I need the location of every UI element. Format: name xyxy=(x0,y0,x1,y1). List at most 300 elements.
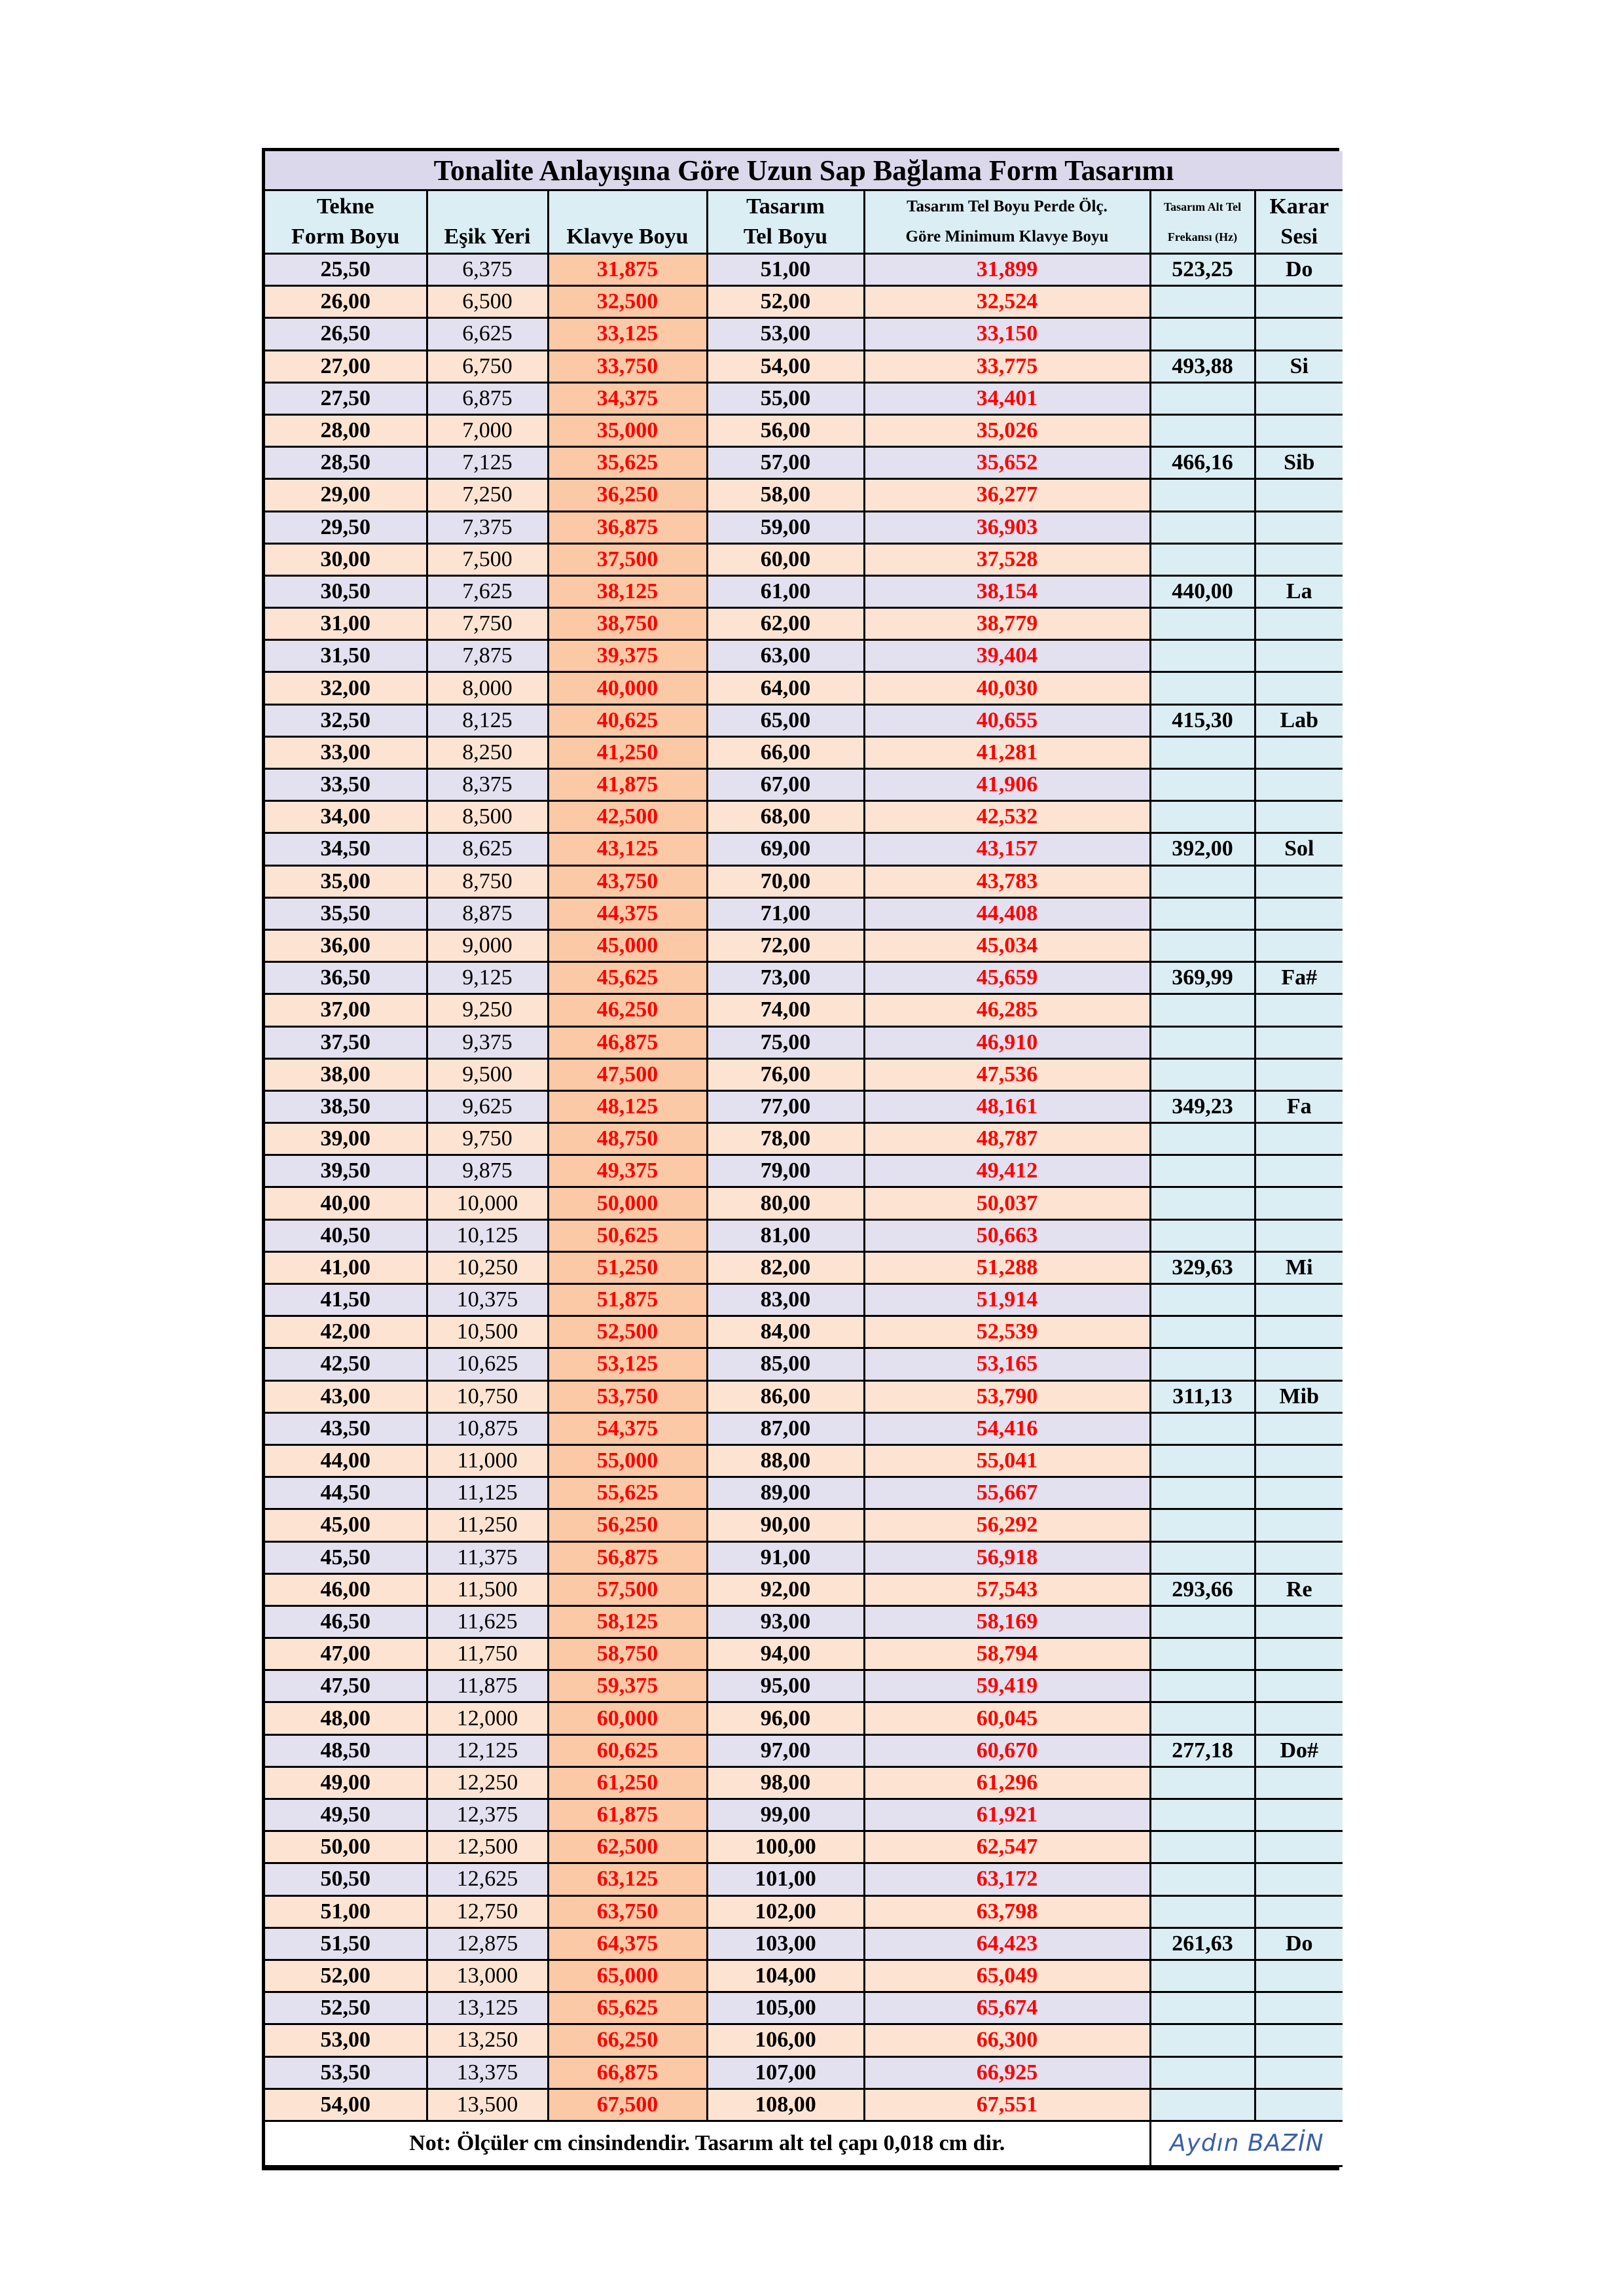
cell-minimum-klavye-boyu: 41,281 xyxy=(864,736,1150,768)
cell-esik-yeri: 10,125 xyxy=(427,1219,548,1251)
cell-minimum-klavye-boyu: 48,787 xyxy=(864,1123,1150,1155)
cell-karar-sesi: La xyxy=(1255,575,1343,607)
cell-karar-sesi xyxy=(1255,1316,1343,1348)
cell-tekne-form-boyu: 34,00 xyxy=(265,801,427,833)
table-row xyxy=(265,962,1343,994)
cell-esik-yeri: 8,000 xyxy=(427,672,548,704)
cell-klavye-boyu: 59,375 xyxy=(548,1670,707,1702)
cell-minimum-klavye-boyu: 38,154 xyxy=(864,575,1150,607)
cell-tasarim-tel-boyu: 78,00 xyxy=(707,1123,864,1155)
table-row xyxy=(265,1412,1343,1444)
cell-minimum-klavye-boyu: 35,652 xyxy=(864,447,1150,479)
cell-tekne-form-boyu: 27,50 xyxy=(265,382,427,414)
cell-tasarim-tel-boyu: 105,00 xyxy=(707,1992,864,2024)
cell-esik-yeri: 13,375 xyxy=(427,2056,548,2089)
cell-tekne-form-boyu: 37,50 xyxy=(265,1026,427,1058)
cell-karar-sesi xyxy=(1255,1799,1343,1831)
cell-klavye-boyu: 36,250 xyxy=(548,479,707,511)
cell-tasarim-tel-boyu: 90,00 xyxy=(707,1509,864,1541)
cell-minimum-klavye-boyu: 66,925 xyxy=(864,2056,1150,2089)
cell-klavye-boyu: 53,750 xyxy=(548,1380,707,1412)
table-body xyxy=(265,254,1343,2121)
cell-tasarim-tel-boyu: 81,00 xyxy=(707,1219,864,1251)
cell-karar-sesi xyxy=(1255,318,1343,350)
cell-tasarim-tel-boyu: 98,00 xyxy=(707,1767,864,1799)
cell-klavye-boyu: 50,625 xyxy=(548,1219,707,1251)
cell-minimum-klavye-boyu: 46,285 xyxy=(864,994,1150,1026)
cell-minimum-klavye-boyu: 62,547 xyxy=(864,1831,1150,1863)
cell-karar-sesi xyxy=(1255,1960,1343,1992)
table-row xyxy=(265,1090,1343,1122)
cell-alt-tel-frekansi xyxy=(1150,2024,1255,2056)
cell-alt-tel-frekansi xyxy=(1150,1767,1255,1799)
table-row xyxy=(265,1895,1343,1928)
cell-minimum-klavye-boyu: 36,277 xyxy=(864,479,1150,511)
cell-tekne-form-boyu: 29,50 xyxy=(265,511,427,543)
cell-alt-tel-frekansi: 466,16 xyxy=(1150,447,1255,479)
cell-tekne-form-boyu: 47,00 xyxy=(265,1638,427,1670)
cell-karar-sesi xyxy=(1255,2089,1343,2121)
cell-klavye-boyu: 61,875 xyxy=(548,1799,707,1831)
cell-esik-yeri: 13,000 xyxy=(427,1960,548,1992)
author-signature: Aydın BAZİN xyxy=(1150,2121,1343,2166)
cell-klavye-boyu: 46,250 xyxy=(548,994,707,1026)
cell-minimum-klavye-boyu: 42,532 xyxy=(864,801,1150,833)
cell-minimum-klavye-boyu: 51,288 xyxy=(864,1251,1150,1283)
cell-tasarim-tel-boyu: 76,00 xyxy=(707,1058,864,1090)
cell-karar-sesi xyxy=(1255,1219,1343,1251)
table-row xyxy=(265,2089,1343,2121)
cell-minimum-klavye-boyu: 56,918 xyxy=(864,1541,1150,1573)
cell-karar-sesi xyxy=(1255,865,1343,897)
cell-minimum-klavye-boyu: 50,037 xyxy=(864,1187,1150,1219)
cell-tekne-form-boyu: 52,50 xyxy=(265,1992,427,2024)
cell-klavye-boyu: 55,000 xyxy=(548,1444,707,1477)
table-row xyxy=(265,1284,1343,1316)
cell-karar-sesi xyxy=(1255,1284,1343,1316)
cell-alt-tel-frekansi xyxy=(1150,769,1255,801)
cell-tekne-form-boyu: 43,50 xyxy=(265,1412,427,1444)
cell-minimum-klavye-boyu: 40,030 xyxy=(864,672,1150,704)
cell-tekne-form-boyu: 46,50 xyxy=(265,1605,427,1638)
cell-minimum-klavye-boyu: 45,034 xyxy=(864,929,1150,961)
cell-tasarim-tel-boyu: 97,00 xyxy=(707,1734,864,1767)
cell-minimum-klavye-boyu: 44,408 xyxy=(864,897,1150,929)
cell-tasarim-tel-boyu: 55,00 xyxy=(707,382,864,414)
footer-row xyxy=(265,2121,1343,2166)
cell-tekne-form-boyu: 39,50 xyxy=(265,1155,427,1187)
cell-minimum-klavye-boyu: 61,296 xyxy=(864,1767,1150,1799)
cell-esik-yeri: 12,125 xyxy=(427,1734,548,1767)
cell-esik-yeri: 11,625 xyxy=(427,1605,548,1638)
cell-karar-sesi xyxy=(1255,1477,1343,1509)
cell-esik-yeri: 10,875 xyxy=(427,1412,548,1444)
cell-karar-sesi xyxy=(1255,286,1343,318)
cell-tekne-form-boyu: 42,50 xyxy=(265,1348,427,1380)
cell-esik-yeri: 11,250 xyxy=(427,1509,548,1541)
cell-tekne-form-boyu: 34,50 xyxy=(265,833,427,865)
cell-esik-yeri: 8,625 xyxy=(427,833,548,865)
cell-tasarim-tel-boyu: 67,00 xyxy=(707,769,864,801)
cell-tekne-form-boyu: 35,50 xyxy=(265,897,427,929)
cell-alt-tel-frekansi xyxy=(1150,801,1255,833)
cell-esik-yeri: 11,000 xyxy=(427,1444,548,1477)
cell-esik-yeri: 6,375 xyxy=(427,254,548,286)
cell-minimum-klavye-boyu: 63,172 xyxy=(864,1863,1150,1895)
cell-karar-sesi xyxy=(1255,1348,1343,1380)
cell-karar-sesi xyxy=(1255,801,1343,833)
cell-alt-tel-frekansi: 261,63 xyxy=(1150,1928,1255,1960)
col-header-klavye-boyu: Klavye Boyu xyxy=(548,190,707,254)
cell-karar-sesi xyxy=(1255,1058,1343,1090)
cell-esik-yeri: 9,375 xyxy=(427,1026,548,1058)
table-row xyxy=(265,736,1343,768)
cell-tasarim-tel-boyu: 79,00 xyxy=(707,1155,864,1187)
cell-klavye-boyu: 44,375 xyxy=(548,897,707,929)
cell-esik-yeri: 7,375 xyxy=(427,511,548,543)
cell-tekne-form-boyu: 25,50 xyxy=(265,254,427,286)
cell-tekne-form-boyu: 38,50 xyxy=(265,1090,427,1122)
cell-karar-sesi xyxy=(1255,608,1343,640)
table-row xyxy=(265,897,1343,929)
cell-tasarim-tel-boyu: 59,00 xyxy=(707,511,864,543)
cell-alt-tel-frekansi xyxy=(1150,1960,1255,1992)
cell-klavye-boyu: 56,250 xyxy=(548,1509,707,1541)
cell-alt-tel-frekansi xyxy=(1150,1316,1255,1348)
cell-karar-sesi xyxy=(1255,1155,1343,1187)
cell-karar-sesi xyxy=(1255,1702,1343,1734)
cell-tekne-form-boyu: 45,00 xyxy=(265,1509,427,1541)
cell-karar-sesi xyxy=(1255,1187,1343,1219)
cell-tekne-form-boyu: 49,50 xyxy=(265,1799,427,1831)
cell-tasarim-tel-boyu: 88,00 xyxy=(707,1444,864,1477)
cell-minimum-klavye-boyu: 51,914 xyxy=(864,1284,1150,1316)
cell-esik-yeri: 12,750 xyxy=(427,1895,548,1928)
cell-tasarim-tel-boyu: 62,00 xyxy=(707,608,864,640)
cell-tekne-form-boyu: 36,00 xyxy=(265,929,427,961)
cell-minimum-klavye-boyu: 58,794 xyxy=(864,1638,1150,1670)
cell-karar-sesi xyxy=(1255,769,1343,801)
cell-esik-yeri: 13,250 xyxy=(427,2024,548,2056)
table-row xyxy=(265,1702,1343,1734)
cell-alt-tel-frekansi xyxy=(1150,865,1255,897)
cell-tasarim-tel-boyu: 85,00 xyxy=(707,1348,864,1380)
table-row xyxy=(265,1123,1343,1155)
cell-klavye-boyu: 43,750 xyxy=(548,865,707,897)
cell-alt-tel-frekansi xyxy=(1150,286,1255,318)
cell-alt-tel-frekansi xyxy=(1150,994,1255,1026)
cell-alt-tel-frekansi xyxy=(1150,1477,1255,1509)
cell-tasarim-tel-boyu: 77,00 xyxy=(707,1090,864,1122)
cell-alt-tel-frekansi: 293,66 xyxy=(1150,1573,1255,1605)
cell-karar-sesi xyxy=(1255,543,1343,575)
cell-minimum-klavye-boyu: 41,906 xyxy=(864,769,1150,801)
cell-minimum-klavye-boyu: 60,045 xyxy=(864,1702,1150,1734)
table-row xyxy=(265,929,1343,961)
cell-klavye-boyu: 57,500 xyxy=(548,1573,707,1605)
cell-tasarim-tel-boyu: 96,00 xyxy=(707,1702,864,1734)
cell-karar-sesi xyxy=(1255,1412,1343,1444)
table-row xyxy=(265,382,1343,414)
cell-klavye-boyu: 51,250 xyxy=(548,1251,707,1283)
cell-tasarim-tel-boyu: 86,00 xyxy=(707,1380,864,1412)
cell-tasarim-tel-boyu: 104,00 xyxy=(707,1960,864,1992)
cell-tekne-form-boyu: 42,00 xyxy=(265,1316,427,1348)
col-header-alt-tel-frekansi: Tasarım Alt Tel Frekansı (Hz) xyxy=(1150,190,1255,254)
table-row xyxy=(265,801,1343,833)
cell-alt-tel-frekansi xyxy=(1150,1638,1255,1670)
cell-klavye-boyu: 52,500 xyxy=(548,1316,707,1348)
table-row xyxy=(265,2056,1343,2089)
cell-tekne-form-boyu: 53,50 xyxy=(265,2056,427,2089)
cell-esik-yeri: 6,500 xyxy=(427,286,548,318)
cell-tekne-form-boyu: 53,00 xyxy=(265,2024,427,2056)
cell-alt-tel-frekansi xyxy=(1150,318,1255,350)
cell-tasarim-tel-boyu: 108,00 xyxy=(707,2089,864,2121)
cell-minimum-klavye-boyu: 66,300 xyxy=(864,2024,1150,2056)
table-row xyxy=(265,543,1343,575)
cell-karar-sesi: Do xyxy=(1255,254,1343,286)
cell-esik-yeri: 10,000 xyxy=(427,1187,548,1219)
cell-minimum-klavye-boyu: 52,539 xyxy=(864,1316,1150,1348)
cell-alt-tel-frekansi xyxy=(1150,1412,1255,1444)
cell-tekne-form-boyu: 39,00 xyxy=(265,1123,427,1155)
cell-alt-tel-frekansi: 369,99 xyxy=(1150,962,1255,994)
cell-klavye-boyu: 37,500 xyxy=(548,543,707,575)
cell-tekne-form-boyu: 31,00 xyxy=(265,608,427,640)
cell-tekne-form-boyu: 28,00 xyxy=(265,414,427,446)
cell-tekne-form-boyu: 51,00 xyxy=(265,1895,427,1928)
cell-tekne-form-boyu: 40,00 xyxy=(265,1187,427,1219)
cell-tekne-form-boyu: 31,50 xyxy=(265,640,427,672)
cell-esik-yeri: 6,750 xyxy=(427,350,548,382)
cell-alt-tel-frekansi: 415,30 xyxy=(1150,704,1255,736)
cell-klavye-boyu: 40,000 xyxy=(548,672,707,704)
cell-esik-yeri: 12,625 xyxy=(427,1863,548,1895)
cell-tasarim-tel-boyu: 56,00 xyxy=(707,414,864,446)
cell-tekne-form-boyu: 46,00 xyxy=(265,1573,427,1605)
cell-karar-sesi xyxy=(1255,414,1343,446)
cell-tasarim-tel-boyu: 100,00 xyxy=(707,1831,864,1863)
col-header-tasarim-tel-boyu: Tasarım Tel Boyu xyxy=(707,190,864,254)
cell-klavye-boyu: 63,750 xyxy=(548,1895,707,1928)
cell-karar-sesi xyxy=(1255,736,1343,768)
cell-tekne-form-boyu: 36,50 xyxy=(265,962,427,994)
cell-tasarim-tel-boyu: 93,00 xyxy=(707,1605,864,1638)
cell-tasarim-tel-boyu: 73,00 xyxy=(707,962,864,994)
cell-karar-sesi xyxy=(1255,1638,1343,1670)
table-row xyxy=(265,1670,1343,1702)
cell-karar-sesi xyxy=(1255,1444,1343,1477)
cell-alt-tel-frekansi xyxy=(1150,1895,1255,1928)
cell-minimum-klavye-boyu: 55,667 xyxy=(864,1477,1150,1509)
cell-esik-yeri: 11,500 xyxy=(427,1573,548,1605)
cell-alt-tel-frekansi xyxy=(1150,672,1255,704)
cell-karar-sesi xyxy=(1255,1605,1343,1638)
cell-minimum-klavye-boyu: 38,779 xyxy=(864,608,1150,640)
cell-karar-sesi: Fa# xyxy=(1255,962,1343,994)
cell-alt-tel-frekansi xyxy=(1150,1670,1255,1702)
cell-tekne-form-boyu: 44,00 xyxy=(265,1444,427,1477)
cell-esik-yeri: 7,125 xyxy=(427,447,548,479)
table-row xyxy=(265,1605,1343,1638)
table-row xyxy=(265,286,1343,318)
cell-klavye-boyu: 66,250 xyxy=(548,2024,707,2056)
cell-alt-tel-frekansi: 392,00 xyxy=(1150,833,1255,865)
cell-esik-yeri: 8,750 xyxy=(427,865,548,897)
cell-minimum-klavye-boyu: 50,663 xyxy=(864,1219,1150,1251)
cell-alt-tel-frekansi: 329,63 xyxy=(1150,1251,1255,1283)
cell-karar-sesi: Mi xyxy=(1255,1251,1343,1283)
cell-minimum-klavye-boyu: 49,412 xyxy=(864,1155,1150,1187)
cell-minimum-klavye-boyu: 31,899 xyxy=(864,254,1150,286)
cell-karar-sesi xyxy=(1255,511,1343,543)
cell-klavye-boyu: 65,625 xyxy=(548,1992,707,2024)
cell-karar-sesi: Do xyxy=(1255,1928,1343,1960)
table-row xyxy=(265,575,1343,607)
cell-alt-tel-frekansi xyxy=(1150,511,1255,543)
cell-klavye-boyu: 62,500 xyxy=(548,1831,707,1863)
cell-alt-tel-frekansi xyxy=(1150,479,1255,511)
table-row xyxy=(265,1831,1343,1863)
table-row xyxy=(265,672,1343,704)
cell-tasarim-tel-boyu: 60,00 xyxy=(707,543,864,575)
cell-minimum-klavye-boyu: 59,419 xyxy=(864,1670,1150,1702)
table-row xyxy=(265,1058,1343,1090)
cell-tekne-form-boyu: 32,00 xyxy=(265,672,427,704)
cell-tasarim-tel-boyu: 69,00 xyxy=(707,833,864,865)
cell-klavye-boyu: 50,000 xyxy=(548,1187,707,1219)
table-row xyxy=(265,640,1343,672)
cell-esik-yeri: 13,125 xyxy=(427,1992,548,2024)
table-row xyxy=(265,1509,1343,1541)
cell-karar-sesi xyxy=(1255,1026,1343,1058)
table-row xyxy=(265,865,1343,897)
cell-tekne-form-boyu: 33,50 xyxy=(265,769,427,801)
cell-klavye-boyu: 49,375 xyxy=(548,1155,707,1187)
cell-tekne-form-boyu: 30,00 xyxy=(265,543,427,575)
cell-minimum-klavye-boyu: 33,150 xyxy=(864,318,1150,350)
cell-tekne-form-boyu: 41,00 xyxy=(265,1251,427,1283)
cell-tasarim-tel-boyu: 103,00 xyxy=(707,1928,864,1960)
cell-tekne-form-boyu: 48,50 xyxy=(265,1734,427,1767)
cell-tasarim-tel-boyu: 57,00 xyxy=(707,447,864,479)
form-design-table xyxy=(265,151,1343,2167)
table-title: Tonalite Anlayışına Göre Uzun Sap Bağlama Form Tasarımı xyxy=(265,151,1343,190)
cell-esik-yeri: 6,625 xyxy=(427,318,548,350)
cell-esik-yeri: 10,625 xyxy=(427,1348,548,1380)
table-row xyxy=(265,1928,1343,1960)
cell-karar-sesi: Sib xyxy=(1255,447,1343,479)
cell-tekne-form-boyu: 54,00 xyxy=(265,2089,427,2121)
cell-karar-sesi: Re xyxy=(1255,1573,1343,1605)
cell-alt-tel-frekansi xyxy=(1150,929,1255,961)
cell-tasarim-tel-boyu: 87,00 xyxy=(707,1412,864,1444)
cell-alt-tel-frekansi: 440,00 xyxy=(1150,575,1255,607)
cell-klavye-boyu: 60,625 xyxy=(548,1734,707,1767)
table-row xyxy=(265,1573,1343,1605)
table-row xyxy=(265,1348,1343,1380)
cell-karar-sesi xyxy=(1255,897,1343,929)
cell-alt-tel-frekansi xyxy=(1150,1992,1255,2024)
cell-klavye-boyu: 60,000 xyxy=(548,1702,707,1734)
cell-esik-yeri: 9,500 xyxy=(427,1058,548,1090)
cell-klavye-boyu: 48,750 xyxy=(548,1123,707,1155)
cell-tasarim-tel-boyu: 80,00 xyxy=(707,1187,864,1219)
cell-tasarim-tel-boyu: 83,00 xyxy=(707,1284,864,1316)
cell-alt-tel-frekansi xyxy=(1150,1509,1255,1541)
cell-tasarim-tel-boyu: 82,00 xyxy=(707,1251,864,1283)
cell-esik-yeri: 7,625 xyxy=(427,575,548,607)
cell-karar-sesi: Fa xyxy=(1255,1090,1343,1122)
cell-klavye-boyu: 47,500 xyxy=(548,1058,707,1090)
cell-karar-sesi xyxy=(1255,382,1343,414)
table-row xyxy=(265,318,1343,350)
cell-minimum-klavye-boyu: 48,161 xyxy=(864,1090,1150,1122)
cell-klavye-boyu: 33,750 xyxy=(548,350,707,382)
cell-tasarim-tel-boyu: 70,00 xyxy=(707,865,864,897)
cell-alt-tel-frekansi xyxy=(1150,414,1255,446)
cell-esik-yeri: 7,875 xyxy=(427,640,548,672)
cell-alt-tel-frekansi xyxy=(1150,1187,1255,1219)
cell-esik-yeri: 9,625 xyxy=(427,1090,548,1122)
cell-minimum-klavye-boyu: 53,790 xyxy=(864,1380,1150,1412)
cell-tasarim-tel-boyu: 63,00 xyxy=(707,640,864,672)
cell-alt-tel-frekansi: 523,25 xyxy=(1150,254,1255,286)
cell-klavye-boyu: 31,875 xyxy=(548,254,707,286)
cell-esik-yeri: 7,500 xyxy=(427,543,548,575)
cell-minimum-klavye-boyu: 40,655 xyxy=(864,704,1150,736)
table-row xyxy=(265,1444,1343,1477)
cell-tekne-form-boyu: 52,00 xyxy=(265,1960,427,1992)
cell-esik-yeri: 12,375 xyxy=(427,1799,548,1831)
cell-klavye-boyu: 42,500 xyxy=(548,801,707,833)
cell-tasarim-tel-boyu: 53,00 xyxy=(707,318,864,350)
cell-tekne-form-boyu: 26,00 xyxy=(265,286,427,318)
cell-alt-tel-frekansi xyxy=(1150,1026,1255,1058)
cell-esik-yeri: 10,750 xyxy=(427,1380,548,1412)
cell-tasarim-tel-boyu: 106,00 xyxy=(707,2024,864,2056)
cell-karar-sesi xyxy=(1255,2024,1343,2056)
cell-klavye-boyu: 36,875 xyxy=(548,511,707,543)
cell-tekne-form-boyu: 47,50 xyxy=(265,1670,427,1702)
cell-karar-sesi xyxy=(1255,929,1343,961)
cell-alt-tel-frekansi xyxy=(1150,1348,1255,1380)
cell-tekne-form-boyu: 33,00 xyxy=(265,736,427,768)
cell-karar-sesi xyxy=(1255,1767,1343,1799)
table-row xyxy=(265,1863,1343,1895)
table-row xyxy=(265,1960,1343,1992)
table-row xyxy=(265,608,1343,640)
cell-klavye-boyu: 53,125 xyxy=(548,1348,707,1380)
cell-alt-tel-frekansi xyxy=(1150,543,1255,575)
cell-esik-yeri: 9,250 xyxy=(427,994,548,1026)
cell-tekne-form-boyu: 28,50 xyxy=(265,447,427,479)
cell-tasarim-tel-boyu: 66,00 xyxy=(707,736,864,768)
table-row xyxy=(265,2024,1343,2056)
cell-karar-sesi: Mib xyxy=(1255,1380,1343,1412)
cell-klavye-boyu: 58,750 xyxy=(548,1638,707,1670)
cell-minimum-klavye-boyu: 47,536 xyxy=(864,1058,1150,1090)
cell-tasarim-tel-boyu: 91,00 xyxy=(707,1541,864,1573)
cell-tekne-form-boyu: 32,50 xyxy=(265,704,427,736)
table-row xyxy=(265,414,1343,446)
header-row xyxy=(265,190,1343,254)
cell-minimum-klavye-boyu: 67,551 xyxy=(864,2089,1150,2121)
table-row xyxy=(265,769,1343,801)
cell-tekne-form-boyu: 44,50 xyxy=(265,1477,427,1509)
cell-tasarim-tel-boyu: 74,00 xyxy=(707,994,864,1026)
